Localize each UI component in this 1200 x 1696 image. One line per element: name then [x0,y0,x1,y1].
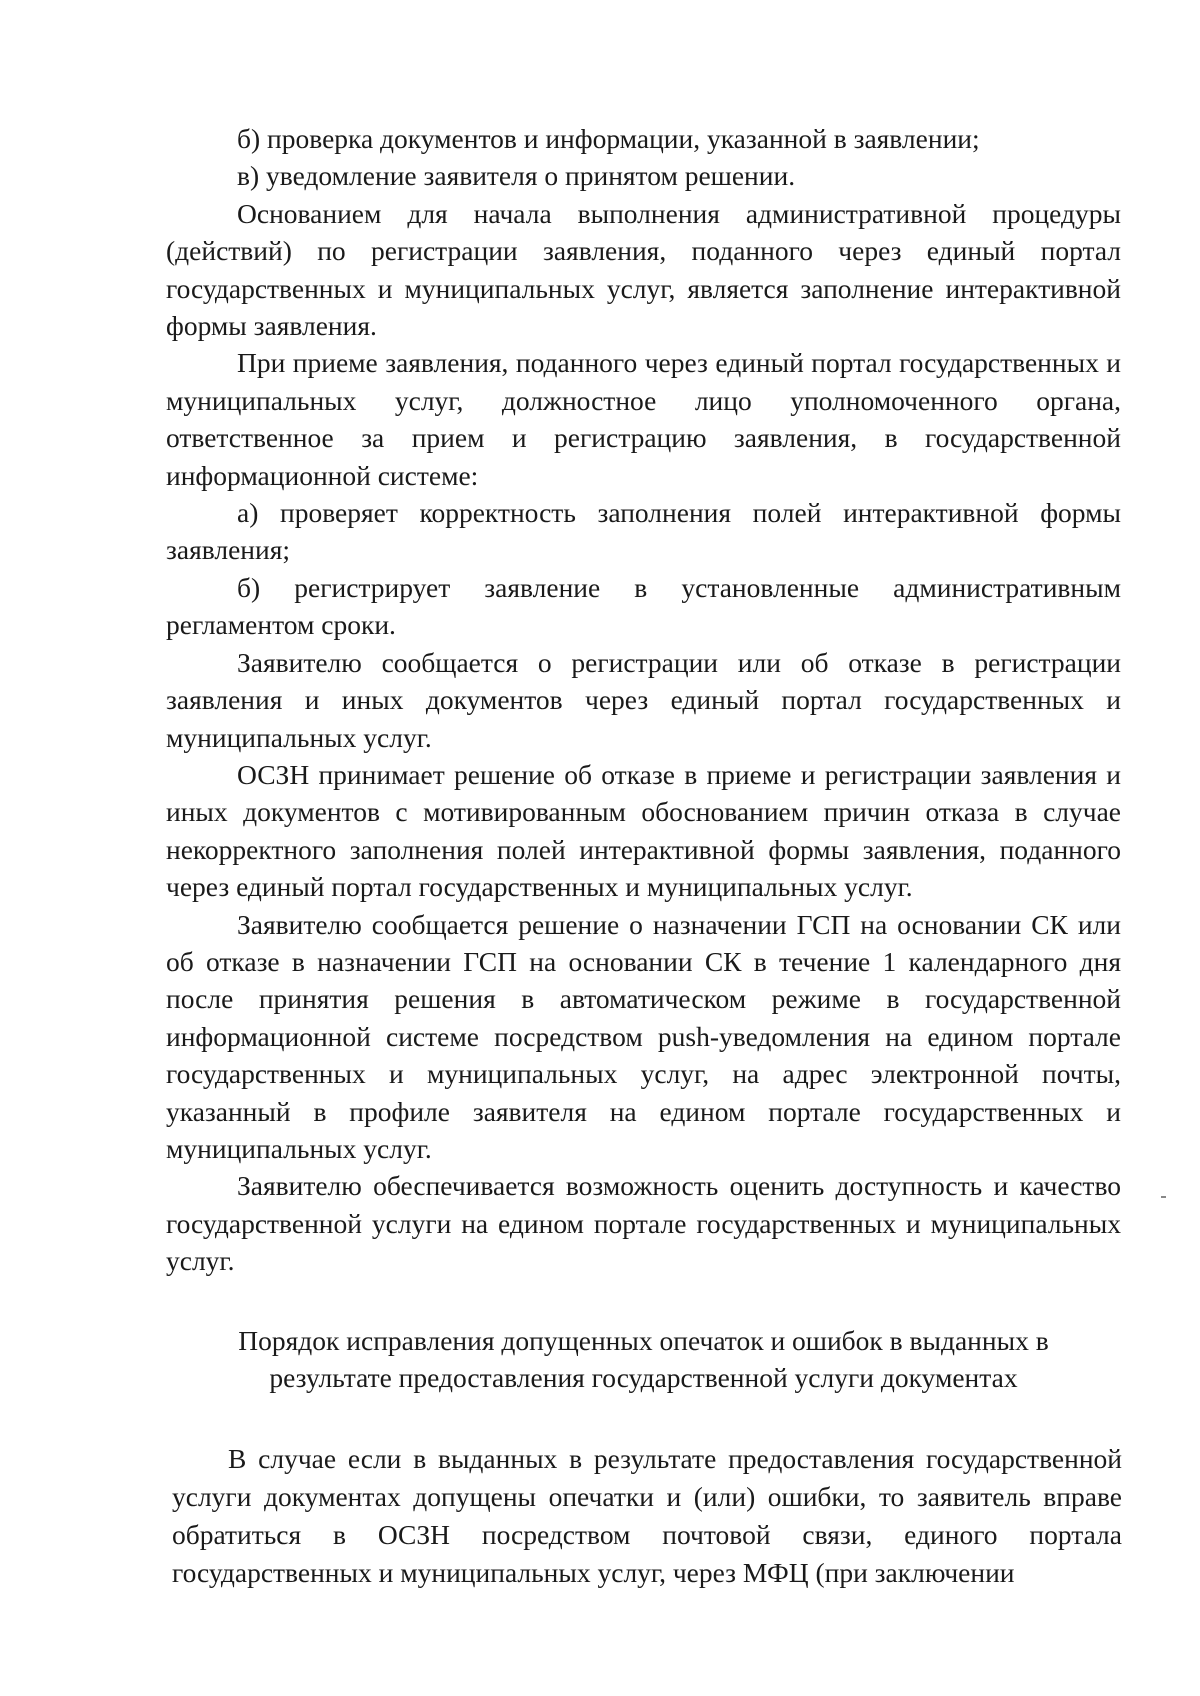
paragraph-verify-form: а) проверяет корректность заполнения полей интерактивной формы заявления; [166,497,1121,566]
paragraph-basis-procedure: Основанием для начала выполнения административной процедуры (действий) по регистрации заявления, поданного через единый портал государственных и муниципальных услуг, является заполнение интерактивной формы заявления. [166,197,1121,342]
section-heading-line-1: Порядок исправления допущенных опечаток и ошибок в выданных в [238,1325,1049,1356]
paragraph-register: б) регистрирует заявление в установленные административным регламентом сроки. [166,571,1121,641]
paragraph-reception: При приеме заявления, поданного через единый портал государственных и муниципальных услуг, должностное лицо уполномоченного органа, ответственное за прием и регистрацию заявления, в государственной информационной системе: [166,347,1121,491]
document-body-continued [172,1440,1122,1592]
paragraph-corrections: В случае если в выданных в результате предоставления государственной услуги документах допущены опечатки и (или) ошибки, то заявитель вправе обратиться в ОСЗН посредством почтовой связи, единого портала государственных и муниципальных услуг, через МФЦ (при заключении [172,1443,1122,1588]
paragraph-registration-notice: Заявителю сообщается о регистрации или об отказе в регистрации заявления и иных документов через единый портал государственных и муниципальных услуг. [166,646,1121,753]
paragraph-refusal: ОСЗН принимает решение об отказе в приеме и регистрации заявления и иных документов с мотивированным обоснованием причин отказа в случае некорректного заполнения полей интерактивной формы заявления, поданного через единый портал государственных и муниципальных услуг. [166,758,1121,903]
document-body [166,120,1121,1280]
section-heading-line-2: результате предоставления государственной услуги документах [269,1362,1018,1394]
paragraph-quality-rating: Заявителю обеспечивается возможность оценить доступность и качество государственной услуги на едином портале государственных и муниципальных услуг. [166,1170,1121,1277]
paragraph-decision-notice: Заявителю сообщается решение о назначении ГСП на основании СК или об отказе в назначении ГСП на основании СК в течение 1 календарного дня после принятия решения в автоматическом режиме в государственной информационной системе посредством push-уведомления на едином портале государственных и муниципальных услуг, на адрес электронной почты, указанный в профиле заявителя на едином портале государственных и муниципальных услуг. [166,908,1121,1164]
scan-artifact-mark [1161,1196,1166,1198]
paragraph-notify-applicant: в) уведомление заявителя о принятом решении. [237,160,796,192]
paragraph-check-documents: б) проверка документов и информации, указанной в заявлении; [237,123,980,154]
section-heading [166,1322,1121,1397]
